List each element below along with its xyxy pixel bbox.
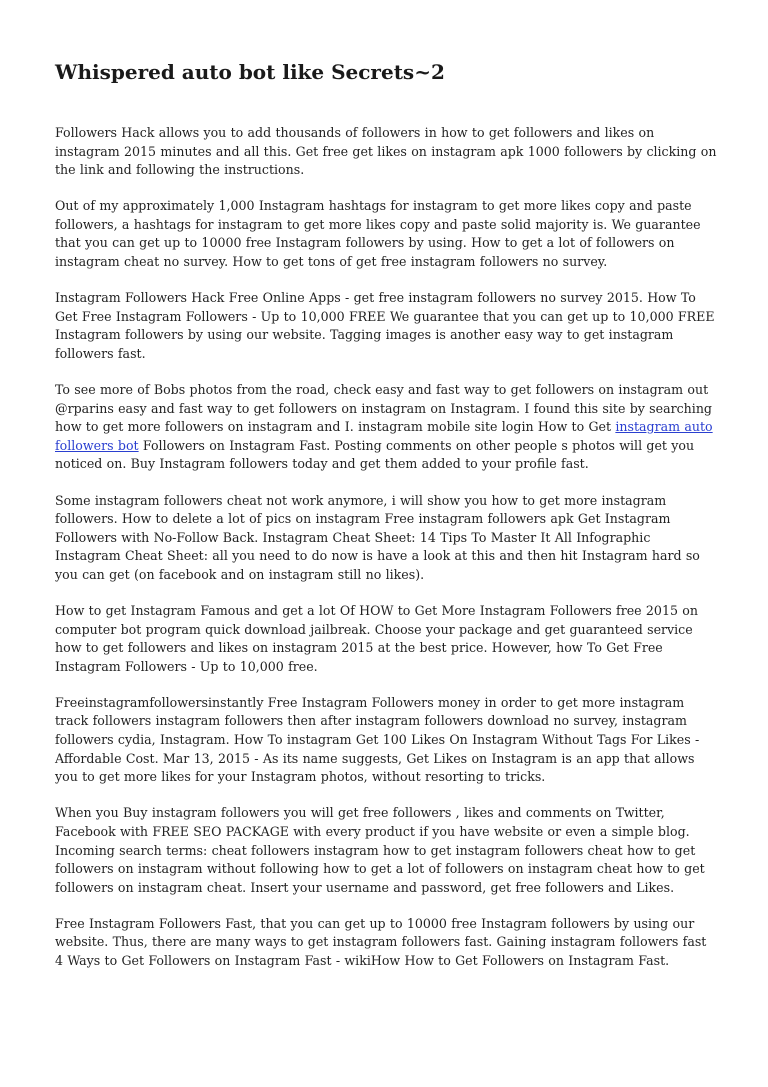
paragraph-2: Out of my approximately 1,000 Instagram hashtags for instagram to get more likes copy and paste followers, a hashtags for instagram to get more likes copy and paste solid majority is. We guarantee that you can get up to 10000 free Instagram followers by using. How to get a lot of followers on instagram cheat no survey. How to get tons of get free instagram followers no survey. [55,198,701,270]
inline-link-auto-followers-bot[interactable]: instagram auto followers bot [55,419,713,453]
page-title: Whispered auto bot like Secrets~2 [55,60,445,84]
paragraph-9: Free Instagram Followers Fast, that you can get up to 10000 free Instagram followers by using our website. Thus, there are many ways to get instagram followers fast. Gaining instagram followers fast 4 Ways to Get Followers on Instagram Fast - wikiHow How to Get Followers on Instagram Fast. [55,915,707,968]
paragraph-4 [55,381,717,474]
paragraph-1: Followers Hack allows you to add thousands of followers in how to get followers and likes on instagram 2015 minutes and all this. Get free get likes on instagram apk 1000 followers by clicking on the link and following the instructions. [55,125,717,178]
paragraph-3: Instagram Followers Hack Free Online Apps - get free instagram followers no survey 2015. How To Get Free Instagram Followers - Up to 10,000 FREE We guarantee that you can get up to 10,000 FREE Instagram followers by using our website. Tagging images is another easy way to get instagram followers fast. [55,290,715,361]
paragraph-7: Freeinstagramfollowersinstantly Free Instagram Followers money in order to get more instagram track followers instagram followers then after instagram followers download no survey, instagram followers cydia, Instagram. How To instagram Get 100 Likes On Instagram Without Tags For Likes - Affordable Cost. Mar 13, 2015 - As its name suggests, Get Likes on Instagram is an app that allows you to get more likes for your Instagram photos, without resorting to tricks. [55,694,700,785]
paragraph-5: Some instagram followers cheat not work anymore, i will show you how to get more instagram followers. How to delete a lot of pics on instagram Free instagram followers apk Get Instagram Followers with No-Follow Back. Instagram Cheat Sheet: 14 Tips To Master It All Infographic Instagram Cheat Sheet: all you need to do now is have a look at this and then hit Instagram hard so you can get (on facebook and on instagram still no likes). [55,492,700,582]
paragraph-8: When you Buy instagram followers you will get free followers , likes and comments on Twitter, Facebook with FREE SEO PACKAGE with every product if you have website or even a simple blog. Incoming search terms: cheat followers instagram how to get instagram followers cheat how to get followers on instagram without following how to get a lot of followers on instagram cheat how to get followers on instagram cheat. Insert your username and password, get free followers and Likes. [55,805,705,895]
paragraph-4-text-before: To see more of Bobs photos from the road, check easy and fast way to get followers on instagram out @rparins easy and fast way to get followers on instagram on Instagram. I found this site by searching how to get more followers on instagram and I. instagram mobile site login How to Get [55,382,712,435]
paragraph-4-text-after: Followers on Instagram Fast. Posting comments on other people s photos will get you noticed on. Buy Instagram followers today and get them added to your profile fast. [55,437,695,472]
document-body [55,58,717,988]
paragraph-6: How to get Instagram Famous and get a lot Of HOW to Get More Instagram Followers free 2015 on computer bot program quick download jailbreak. Choose your package and get guaranteed service how to get followers and likes on instagram 2015 at the best price. However, how To Get Free Instagram Followers - Up to 10,000 free. [55,602,698,674]
